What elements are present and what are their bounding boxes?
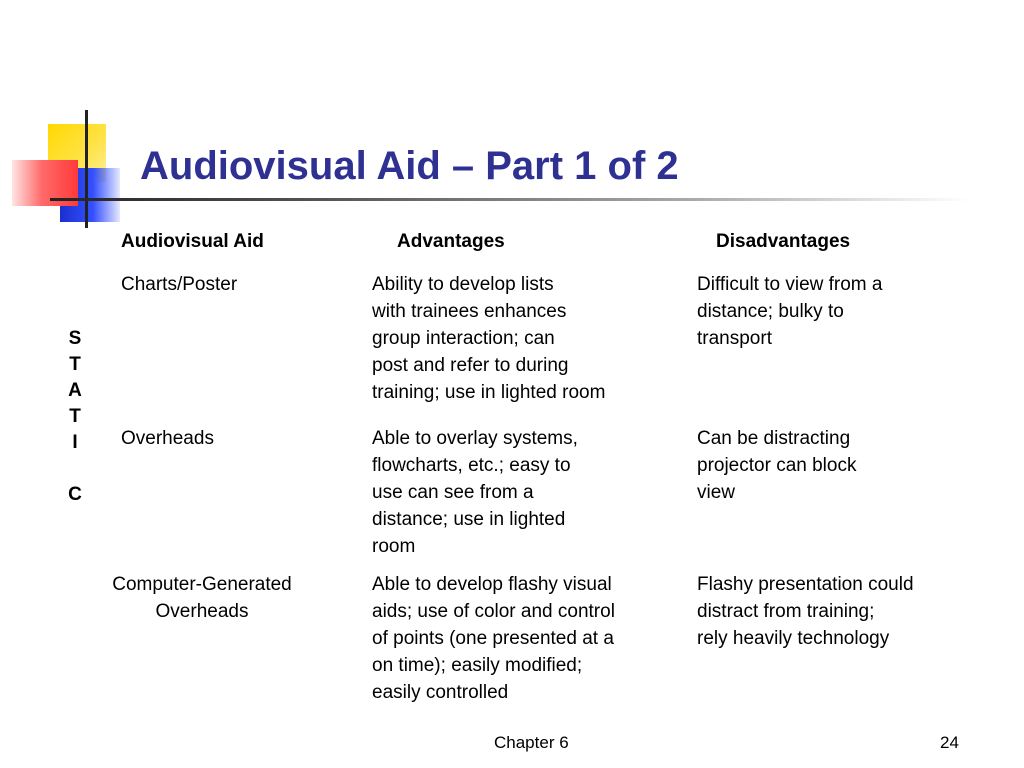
side-letter: T	[69, 406, 81, 427]
title-underline	[50, 198, 970, 201]
side-letter	[62, 456, 88, 482]
decorative-vertical-line	[85, 110, 88, 228]
side-letter: S	[68, 328, 82, 349]
side-letter: A	[68, 380, 82, 401]
row-1-advantages: Ability to develop lists with trainees enhances group interaction; can post and refer to during training; use in lighted room	[372, 274, 606, 403]
row-3-advantages: Able to develop flashy visual aids; use of color and control of points (one presented at a on time); easily modified; easily controlled	[372, 574, 615, 703]
column-header-advantages: Advantages	[397, 231, 505, 252]
row-1-disadvantages: Difficult to view from a distance; bulky to transport	[697, 274, 883, 349]
row-2-disadvantages: Can be distracting projector can block view	[697, 428, 857, 503]
row-3-disadvantages: Flashy presentation could distract from training; rely heavily technology	[697, 574, 914, 649]
row-2-aid: Overheads	[121, 428, 214, 449]
static-side-label	[62, 326, 88, 508]
side-letter: T	[69, 354, 81, 375]
footer-chapter: Chapter 6	[494, 733, 569, 752]
row-2-advantages: Able to overlay systems, flowcharts, etc.; easy to use can see from a distance; use in lighted room	[372, 428, 578, 557]
side-letter: C	[68, 484, 82, 505]
footer-page-number: 24	[940, 733, 959, 752]
column-header-aid: Audiovisual Aid	[121, 231, 264, 252]
side-letter: I	[72, 432, 78, 453]
row-1-aid: Charts/Poster	[121, 274, 238, 295]
column-header-disadvantages: Disadvantages	[716, 231, 851, 252]
row-3-aid: Computer-Generated Overheads	[112, 574, 292, 622]
slide-title: Audiovisual Aid – Part 1 of 2	[140, 144, 679, 188]
